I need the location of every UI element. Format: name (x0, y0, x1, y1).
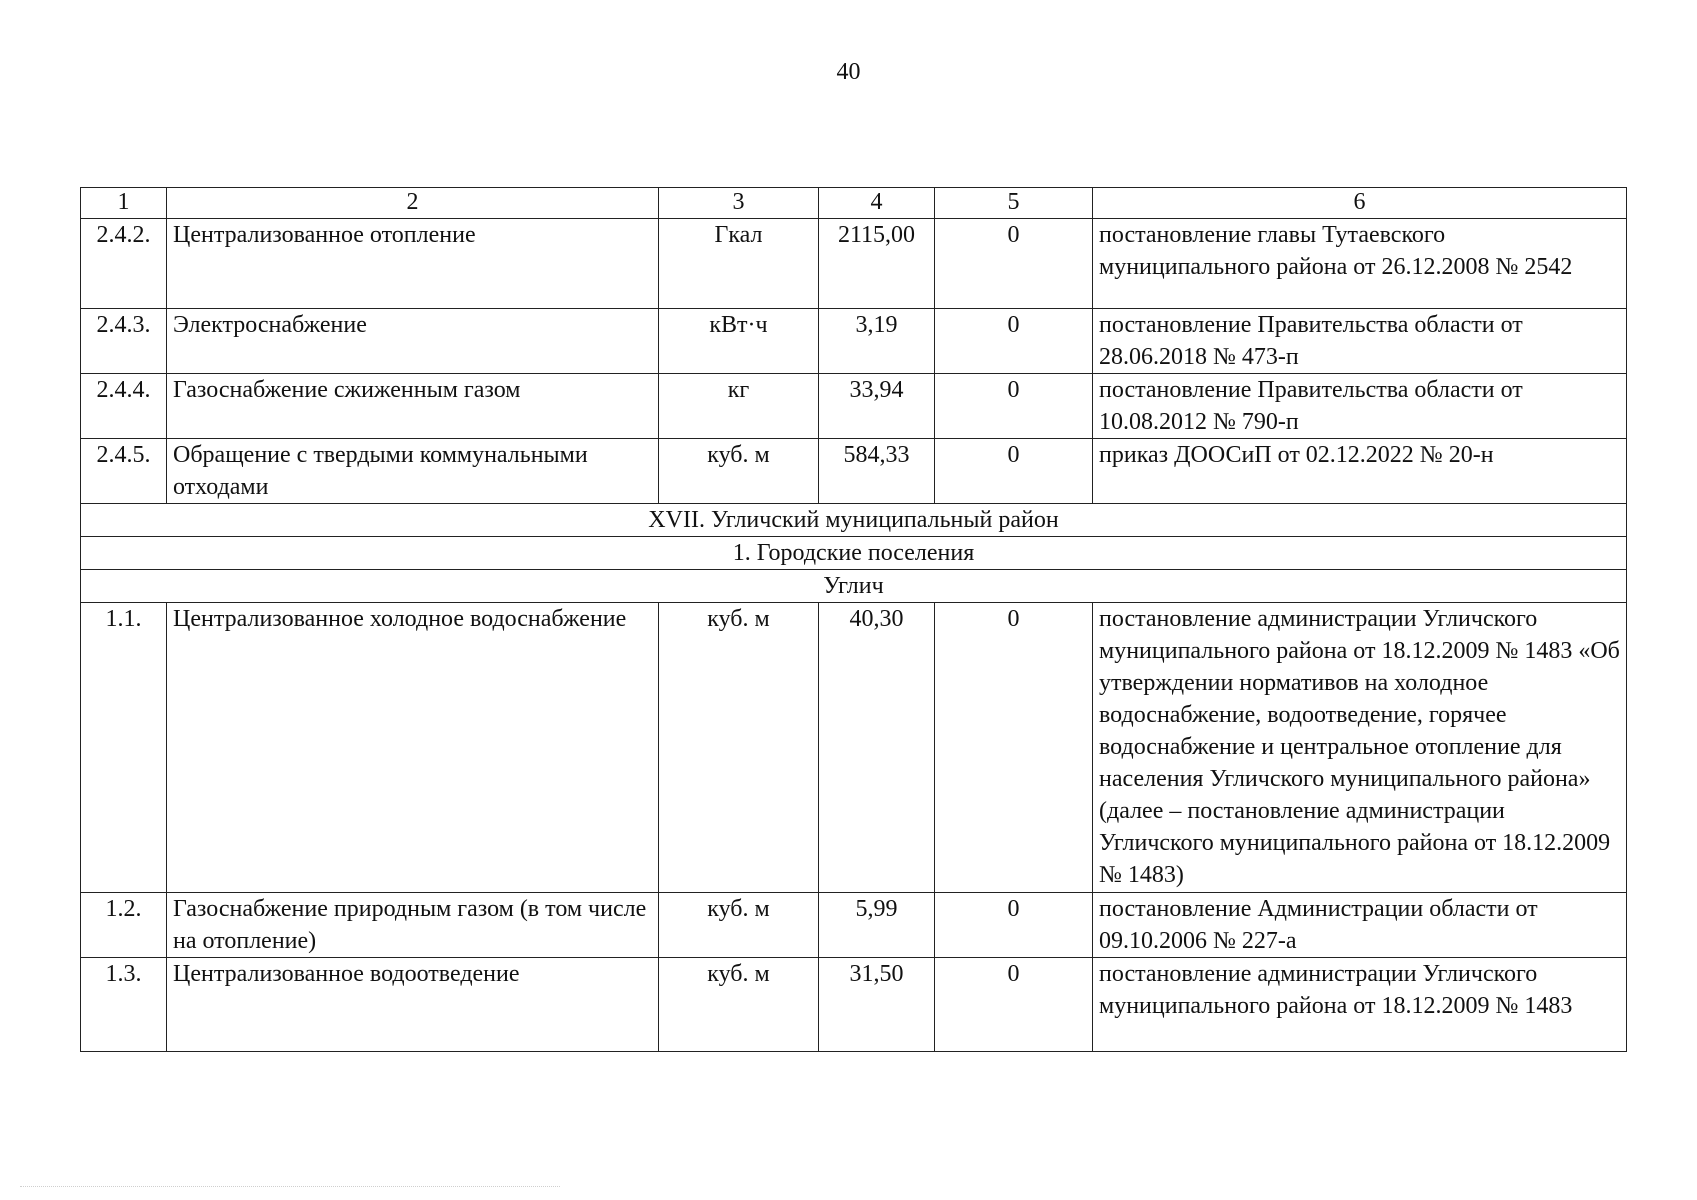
row-number: 1.3. (81, 958, 167, 1052)
legal-reference: приказ ДООСиП от 02.12.2022 № 20-н (1093, 439, 1627, 504)
unit-cell: куб. м (659, 958, 819, 1052)
section-row (81, 570, 1627, 603)
legal-reference: постановление Правительства области от 10.08.2012 № 790-п (1093, 374, 1627, 439)
settlements-heading: 1. Городские поселения (81, 537, 1627, 570)
column-header-1: 1 (81, 188, 167, 219)
table-row (81, 603, 1627, 893)
column-5-cell: 0 (935, 893, 1093, 958)
column-5-cell: 0 (935, 219, 1093, 309)
legal-reference: постановление главы Тутаевского муниципального района от 26.12.2008 № 2542 (1093, 219, 1627, 309)
row-number: 2.4.5. (81, 439, 167, 504)
legal-reference: постановление Администрации области от 09.10.2006 № 227-а (1093, 893, 1627, 958)
unit-cell: куб. м (659, 893, 819, 958)
table-header-row (81, 188, 1627, 219)
service-name: Газоснабжение сжиженным газом (167, 374, 659, 439)
column-header-6: 6 (1093, 188, 1627, 219)
row-number: 2.4.2. (81, 219, 167, 309)
norms-table (80, 187, 1627, 1052)
value-cell: 584,33 (819, 439, 935, 504)
service-name: Газоснабжение природным газом (в том числе на отопление) (167, 893, 659, 958)
table-row (81, 309, 1627, 374)
service-name: Электроснабжение (167, 309, 659, 374)
value-cell: 40,30 (819, 603, 935, 893)
legal-reference: постановление администрации Угличского муниципального района от 18.12.2009 № 1483 (1093, 958, 1627, 1052)
table-row (81, 219, 1627, 309)
column-5-cell: 0 (935, 603, 1093, 893)
scan-artifact-line (20, 1186, 560, 1189)
column-header-2: 2 (167, 188, 659, 219)
row-number: 2.4.3. (81, 309, 167, 374)
legal-reference: постановление Правительства области от 28.06.2018 № 473-п (1093, 309, 1627, 374)
section-row (81, 537, 1627, 570)
unit-cell: кг (659, 374, 819, 439)
page-number: 40 (836, 59, 861, 85)
column-5-cell: 0 (935, 958, 1093, 1052)
value-cell: 5,99 (819, 893, 935, 958)
service-name: Централизованное холодное водоснабжение (167, 603, 659, 893)
row-number: 1.1. (81, 603, 167, 893)
table-row (81, 439, 1627, 504)
value-cell: 2115,00 (819, 219, 935, 309)
column-header-5: 5 (935, 188, 1093, 219)
legal-reference: постановление администрации Угличского муниципального района от 18.12.2009 № 1483 «Об утверждении нормативов на холодное водоснабжение, водоотведение, горячее водоснабжение и центральное отопление для населения Угличского муниципального района» (далее – постановление администрации Угличского муниципального района от 18.12.2009 № 1483) (1093, 603, 1627, 893)
city-heading: Углич (81, 570, 1627, 603)
value-cell: 33,94 (819, 374, 935, 439)
row-number: 2.4.4. (81, 374, 167, 439)
value-cell: 31,50 (819, 958, 935, 1052)
unit-cell: куб. м (659, 603, 819, 893)
column-header-3: 3 (659, 188, 819, 219)
unit-cell: куб. м (659, 439, 819, 504)
service-name: Централизованное отопление (167, 219, 659, 309)
column-5-cell: 0 (935, 374, 1093, 439)
table-row (81, 374, 1627, 439)
section-row (81, 504, 1627, 537)
table-row (81, 958, 1627, 1052)
service-name: Обращение с твердыми коммунальными отходами (167, 439, 659, 504)
service-name: Централизованное водоотведение (167, 958, 659, 1052)
unit-cell: кВт·ч (659, 309, 819, 374)
column-5-cell: 0 (935, 309, 1093, 374)
unit-cell: Гкал (659, 219, 819, 309)
table-row (81, 893, 1627, 958)
column-header-4: 4 (819, 188, 935, 219)
value-cell: 3,19 (819, 309, 935, 374)
district-heading: XVII. Угличский муниципальный район (81, 504, 1627, 537)
column-5-cell: 0 (935, 439, 1093, 504)
row-number: 1.2. (81, 893, 167, 958)
